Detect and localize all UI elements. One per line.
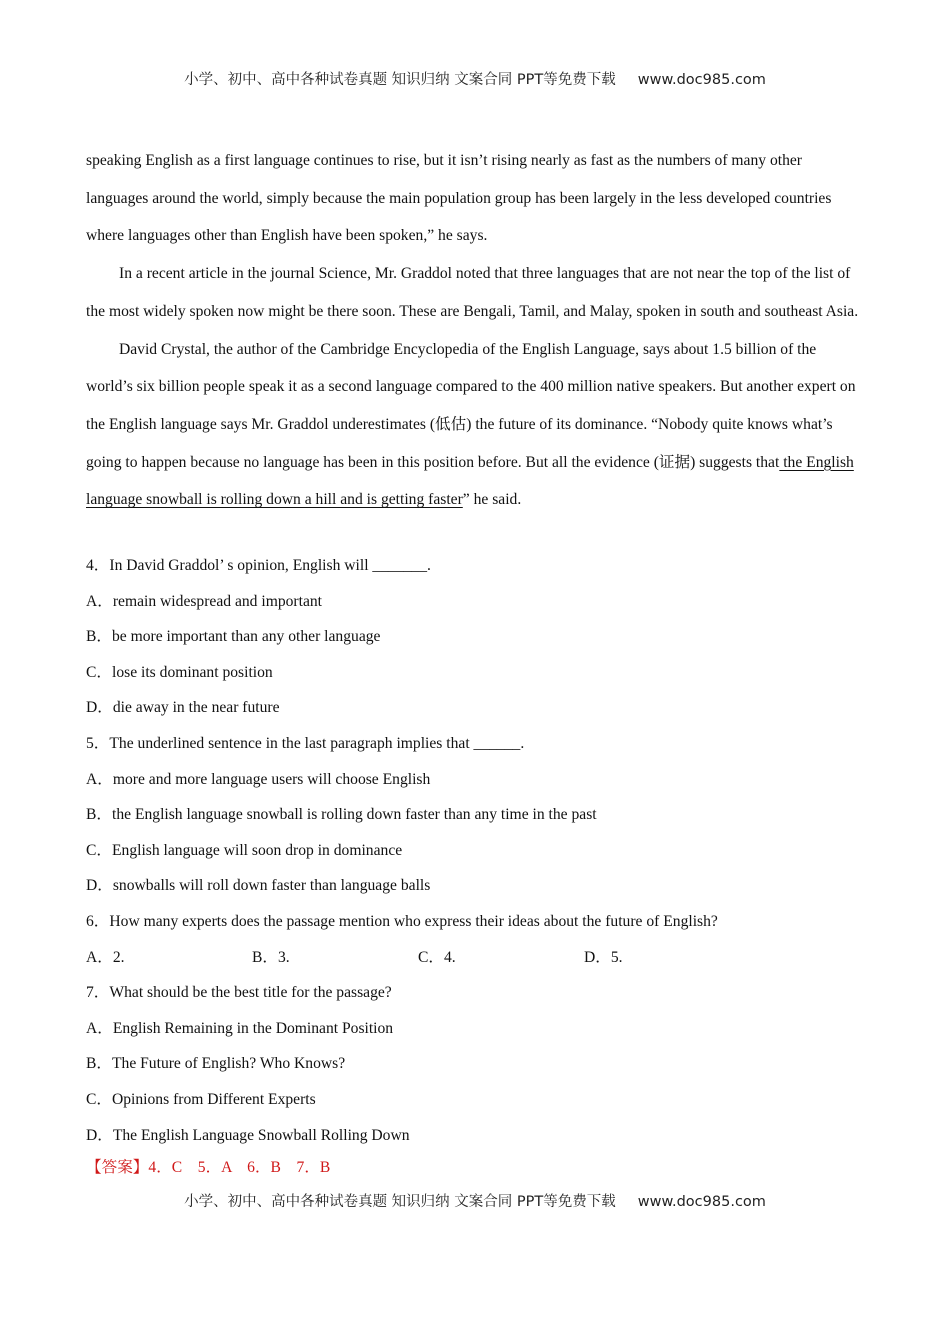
question-7-option-d: D．The English Language Snowball Rolling Down <box>86 1126 410 1144</box>
question-7-option-c: C．Opinions from Different Experts <box>86 1090 316 1108</box>
footer-url[interactable]: www.doc985.com <box>637 1194 766 1210</box>
footer-text: 小学、初中、高中各种试卷真题 知识归纳 文案合同 PPT等免费下载 <box>184 1194 616 1210</box>
question-6-options <box>86 940 866 976</box>
question-6-option-b: B．3. <box>252 948 290 966</box>
question-6-option-c: C．4. <box>418 948 456 966</box>
passage-paragraph-2: In a recent article in the journal Science, Mr. Graddol noted that three languages that are not near the top of the list of the most widely spoken now might be there soon. These are Bengali, Tamil, and Malay, spoken in south and southeast Asia. <box>86 265 859 320</box>
paragraph-3-end: ” he said. <box>462 491 522 509</box>
questions <box>86 548 866 1153</box>
question-5-option-c: C．English language will soon drop in dominance <box>86 841 403 859</box>
question-6-stem: 6．How many experts does the passage mention who express their ideas about the future of English? <box>86 912 718 930</box>
passage <box>86 142 866 519</box>
passage-paragraph-1: speaking English as a first language continues to rise, but it isn’t rising nearly as fast as the numbers of many other languages around the world, simply because the main population group has been largely in the less developed countries where languages other than English have been spoken,” he says. <box>86 152 832 245</box>
question-7-option-a: A．English Remaining in the Dominant Position <box>86 1019 394 1037</box>
passage-paragraph-3 <box>86 331 866 520</box>
answer-key <box>86 1155 330 1177</box>
question-6-option-a: A．2. <box>86 948 125 966</box>
answer-text: 4．C 5．A 6．B 7．B <box>148 1159 331 1176</box>
header-text: 小学、初中、高中各种试卷真题 知识归纳 文案合同 PPT等免费下载 <box>184 72 616 88</box>
question-4-option-a: A．remain widespread and important <box>86 592 323 610</box>
question-4-stem: 4．In David Graddol’ s opinion, English will _______. <box>86 557 431 574</box>
header-url[interactable]: www.doc985.com <box>637 72 766 88</box>
underlined-sentence: the English language snowball is rolling down a hill and is getting faster <box>86 453 854 509</box>
question-6-option-d: D．5. <box>584 948 623 966</box>
question-4-option-b: B．be more important than any other language <box>86 628 381 646</box>
question-5-option-d: D．snowballs will roll down faster than language balls <box>86 877 431 895</box>
question-5-option-a: A．more and more language users will choose English <box>86 770 431 788</box>
question-4-option-d: D．die away in the near future <box>86 699 280 717</box>
answer-label: 【答案】 <box>86 1159 149 1176</box>
paragraph-3-text: David Crystal, the author of the Cambridge Encyclopedia of the English Language, says about 1.5 billion of the world’s six billion people speak it as a second language compared to the 400 million native speakers. But another expert on the English language says Mr. Graddol underestimates (低估) the future of its dominance. “Nobody quite knows what’s going to happen because no language has been in this position before. But all the evidence (证据) suggests that <box>86 340 856 471</box>
question-5-option-b: B．the English language snowball is rolling down faster than any time in the past <box>86 806 597 824</box>
question-5-stem: 5．The underlined sentence in the last paragraph implies that ______. <box>86 734 525 752</box>
question-4-option-c: C．lose its dominant position <box>86 663 273 681</box>
page-header <box>0 68 950 89</box>
question-7-option-b: B．The Future of English? Who Knows? <box>86 1055 346 1073</box>
page-footer <box>0 1190 950 1211</box>
question-7-stem: 7．What should be the best title for the passage? <box>86 984 392 1002</box>
